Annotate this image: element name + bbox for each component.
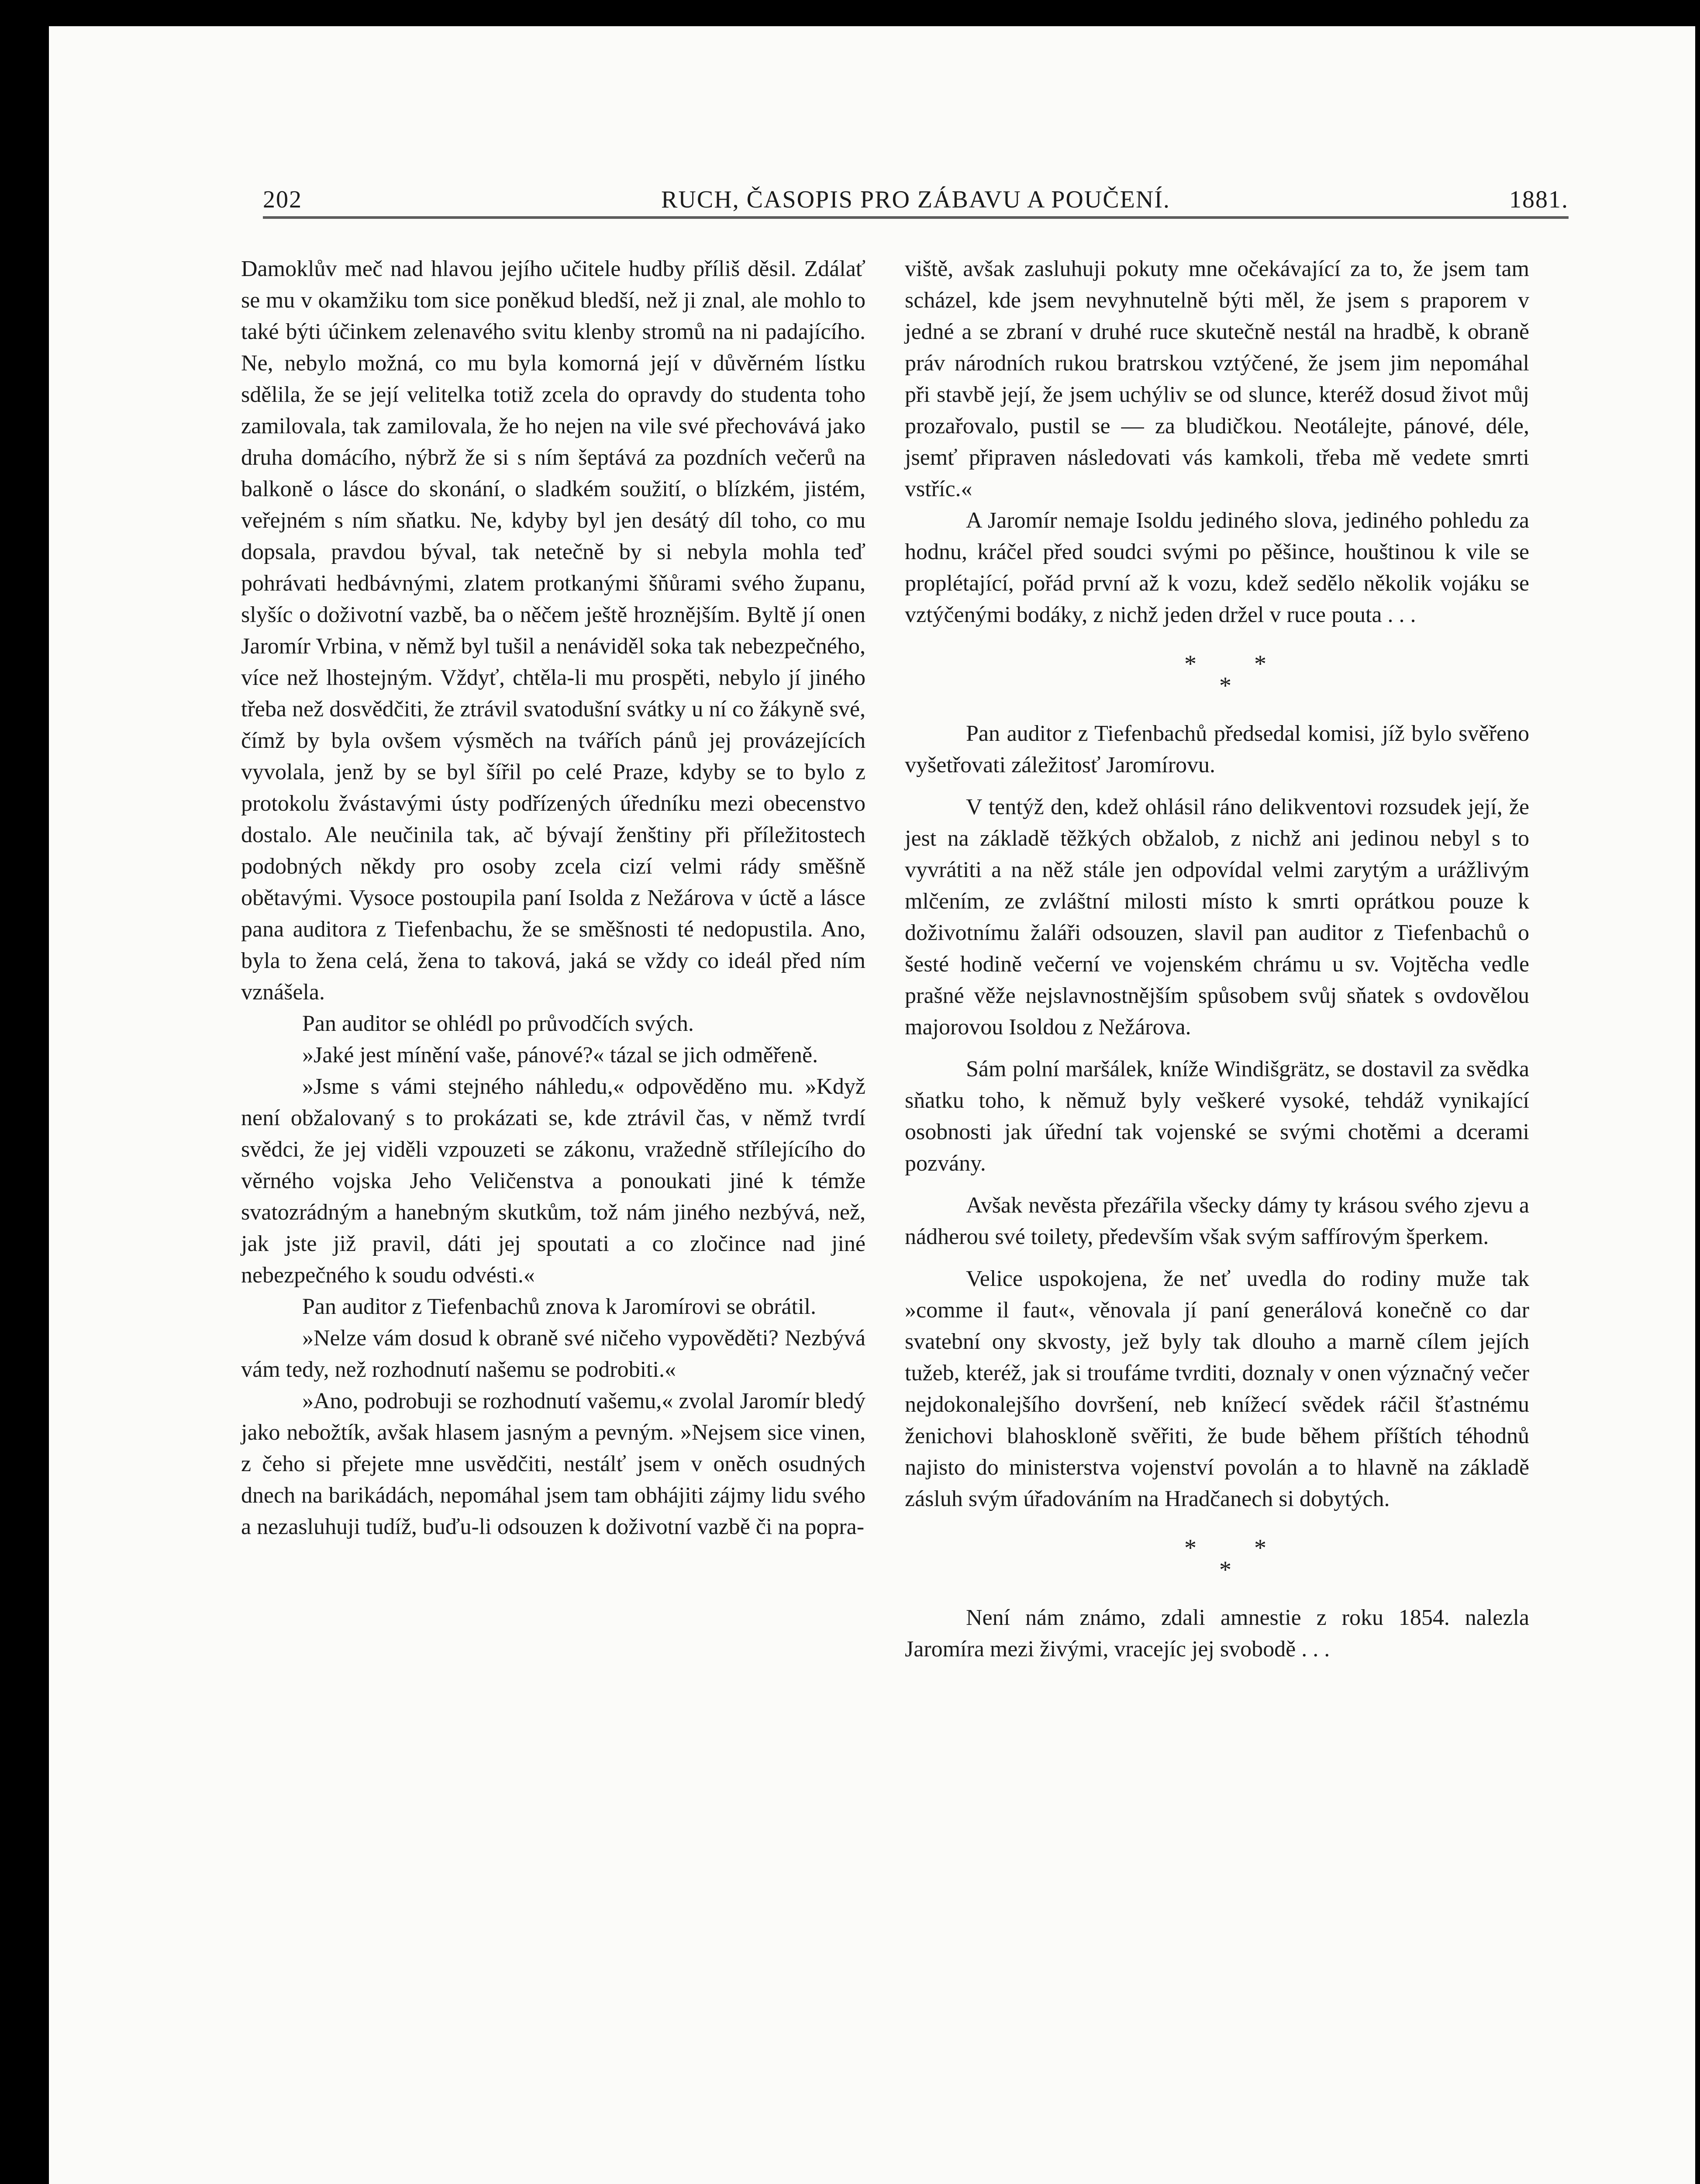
paragraph: Sám polní maršálek, kníže Windišgrätz, se dostavil za svědka sňatku toho, k němuž byly veškeré vysoké, tehdáž vynikající osobnosti jak úřední tak vojenské se svými chotěmi a dcerami pozvány. (905, 1057, 1529, 1176)
header-year: 1881. (1509, 186, 1569, 213)
left-column (241, 253, 866, 1543)
paragraph: »Jsme s vámi stejného náhledu,« odpověděno mu. »Když není obžalovaný s to prokázati se, kde ztrávil čas, v němž tvrdí svědci, že jej viděli vzpouzeti se zákonu, vražedně střílejícího do věrného vojska Jeho Veličenstva a ponoukati jiné k témže svatozrádným a hanebným skutkům, tož nám jiného nezbývá, než, jak jste již pravil, dáti jej spoutati a co zločince nad jiné nebezpečného k soudu odvésti.« (241, 1074, 866, 1288)
right-column (905, 253, 1529, 1665)
section-separator (905, 1515, 1529, 1602)
paragraph: »Jaké jest mínění vaše, pánové?« tázal se jich odměřeně. (302, 1043, 818, 1068)
paragraph: V tentýž den, kdež ohlásil ráno delikventovi rozsudek její, že jest na základě těžkých obžalob, z nichž ani jedinou nebyl s to vyvrátiti a na něž stále jen odpovídal velmi zarytým a urážlivým mlčením, ze zvláštní milosti místo k smrti oprátkou pouze k doživotnímu žaláři odsouzen, slavil pan auditor z Tiefenbachů o šesté hodině večerní ve vojenském chrámu u sv. Vojtěcha vedle prašné věže nejslavnostnějším spůsobem svůj sňatek s ovdovělou majorovou Isoldou z Nežárova. (905, 795, 1529, 1040)
paragraph: Velice uspokojena, že neť uvedla do rodiny muže tak »comme il faut«, věnovala jí paní generálová konečně co dar svatební ony skvosty, jež byly tak dlouho a marně cílem jejích tužeb, kteréž, jak si troufáme tvrditi, doznaly v onen význačný večer nejdokonalejšího dovršení, neb knížecí svědek ráčil šťastnému ženichovi blahoskloně svěřiti, že bude během příštích téhodnů najisto do ministerstva vojenství povolán a to hlavně na základě zásluh svým úřadováním na Hradčanech si dobytých. (905, 1266, 1529, 1511)
paragraph: viště, avšak zasluhuji pokuty mne očekávající za to, že jsem tam scházel, kde jsem nevyhnutelně býti měl, že jsem s praporem v jedné a se zbraní v druhé ruce skutečně nestál na hradbě, k obraně práv národních rukou bratrskou vztýčené, že jsem jim nepomáhal při stavbě její, že jsem uchýliv se od slunce, kteréž dosud život můj prozařovalo, pustil se — za bludičkou. Neotálejte, pánové, déle, jsemť připraven následovati vás kamkoli, třeba mě vedete smrti vstříc.« (905, 256, 1529, 501)
separator-asterisk: * (1184, 1534, 1197, 1562)
paragraph: »Nelze vám dosud k obraně své ničeho vypověděti? Nezbývá vám tedy, než rozhodnutí našemu se podrobiti.« (241, 1326, 866, 1382)
page-number: 202 (263, 186, 302, 213)
paragraph: Pan auditor z Tiefenbachů znova k Jaromírovi se obrátil. (302, 1294, 816, 1319)
paragraph: Damoklův meč nad hlavou jejího učitele hudby příliš děsil. Zdálať se mu v okamžiku tom sice poněkud bledší, než ji znal, ale mohlo to také býti účinkem zelenavého svitu klenby stromů na ni padajícího. Ne, nebylo možná, co mu byla komorná její v důvěrném lístku sdělila, že se její velitelka totiž zcela do opravdy do studenta toho zamilovala, tak zamilovala, že ho nejen na vile své přechovává jako druha domácího, nýbrž že si s ním šeptává za pozdních večerů na balkoně o lásce do skonání, o sladkém soužití, o blízkém, jistém, veřejném s ním sňatku. Ne, kdyby byl jen desátý díl toho, co mu dopsala, pravdou býval, tak netečně by si nebyla mohla teď pohrávati hedbávnými, zlatem protkanými šňůrami svého županu, slyšíc o doživotní vazbě, ba o něčem ještě hroznějším. Byltě jí onen Jaromír Vrbina, v němž byl tušil a nenáviděl soka tak nebezpečného, více než lhostejným. Vždyť, chtěla-li mu prospěti, nebylo jí jiného třeba než dosvědčiti, že ztrávil svatodušní svátky u ní co žákyně své, čímž by byla ovšem výsměch na tvářích pánů jej provázejících vyvolala, jenž by se byl šířil po celé Praze, kdyby se to bylo z protokolu žvástavými ústy podřízených úředníku mezi obecenstvo dostalo. Ale neučinila tak, ač bývají ženštiny při příležitostech podobných někdy pro osoby zcela cizí velmi rády směšně obětavými. Vysoce postoupila paní Isolda z Nežárova v úctě a lásce pana auditora z Tiefenbachu, že se směšnosti té nedopustila. Ano, byla to žena celá, žena to taková, jaká se vždy co ideál před ním vznášela. (241, 256, 866, 1005)
paragraph: Pan auditor z Tiefenbachů předsedal komisi, jíž bylo svěřeno vyšetřovati záležitosť Jaromírovu. (905, 721, 1529, 778)
separator-asterisk: * (1219, 1556, 1231, 1583)
paragraph: »Ano, podrobuji se rozhodnutí vašemu,« zvolal Jaromír bledý jako nebožtík, avšak hlasem jasným a pevným. »Nejsem sice vinen, z čeho si přejete mne usvědčiti, nestálť jsem v oněch osudných dnech na barikádách, nepomáhal jsem tam obhájiti zájmy lidu svého a nezasluhuji tudíž, buďu-li odsouzen k doživotní vazbě či na popra- (241, 1389, 866, 1539)
separator-asterisk: * (1254, 1534, 1266, 1562)
paragraph: Není nám známo, zdali amnestie z roku 1854. nalezla Jaromíra mezi živými, vracejíc jej svobodě . . . (905, 1605, 1529, 1662)
section-separator (905, 631, 1529, 718)
separator-asterisk: * (1184, 650, 1197, 677)
paragraph: Avšak nevěsta přezářila všecky dámy ty krásou svého zjevu a nádherou své toilety, především však svým saffírovým šperkem. (905, 1193, 1529, 1249)
page (49, 26, 1695, 2184)
separator-asterisk: * (1254, 650, 1266, 677)
paragraph: A Jaromír nemaje Isoldu jediného slova, jediného pohledu za hodnu, kráčel před soudci svými po pěšince, houštinou k vile se proplétající, pořád první až k vozu, kdež sedělo několik vojáku se vztýčenými bodáky, z nichž jeden držel v ruce pouta . . . (905, 508, 1529, 627)
page-header (263, 159, 1569, 219)
paragraph: Pan auditor se ohlédl po průvodčích svých. (302, 1011, 694, 1036)
running-title: RUCH, ČASOPIS PRO ZÁBAVU A POUČENÍ. (661, 186, 1170, 213)
separator-asterisk: * (1219, 672, 1231, 699)
